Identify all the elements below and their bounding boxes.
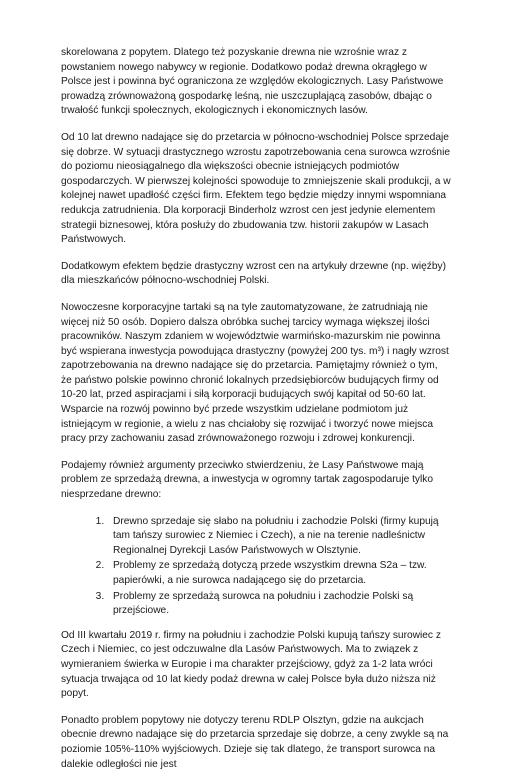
list-item: 3. Problemy ze sprzedażą surowca na południu i zachodzie Polski są przejściowe. — [107, 590, 451, 619]
list-item: 2. Problemy ze sprzedażą dotyczą przede wszystkim drewna S2a – tzw. papierówki, a nie surowca nadającego się do przetarcia. — [107, 559, 451, 588]
paragraph-price-growth: Od 10 lat drewno nadające się do przetarcia w północno-wschodniej Polsce sprzedaje się dobrze. W sytuacji drastycznego wzrostu zapotrzebowania cena surowca wzrośnie do poziomu nieosiągalnego dla większości obecnie istniejących podmiotów gospodarczych. W pierwszej kolejności spowoduje to zmniejszenie skali produkcji, a w kolejnej nawet upadłość części firm. Efektem tego będzie między innymi wspomniana redukcja zatrudnienia. Dla korporacji Binderholz wzrost cen jest jedynie elementem strategii biznesowej, która posłuży do zbudowania tzw. historii zakupów w Lasach Państwowych. — [61, 131, 451, 246]
arguments-list — [61, 515, 451, 619]
paragraph-automation: Nowoczesne korporacyjne tartaki są na tyle zautomatyzowane, że zatrudniają nie więcej niż 50 osób. Dopiero dalsza obróbka suchej tarcicy wymaga większej ilości pracowników. Naszym zdaniem w województwie warmińsko-mazurskim nie powinna być wspierana inwestycja powodująca drastyczny (powyżej 200 tys. m³) i nagły wzrost zapotrzebowania na drewno nadające się do przetarcia. Pamiętajmy również o tym, że państwo polskie powinno chronić lokalnych przedsiębiorców budujących firmy od 10-20 lat, przed aspiracjami i siłą korporacji budujących swój kapitał od 50-60 lat. Wsparcie na rozwój powinno być przede wszystkim udzielane podmiotom już istniejącym w regionie, a wielu z nas chciałoby się rozwijać i tworzyć nowe miejsca pracy przy zachowaniu zasad zrównoważonego rozwoju i zdrowej konkurencji. — [61, 301, 449, 445]
paragraph-price-effect: Dodatkowym efektem będzie drastyczny wzrost cen na artykuły drzewne (np. więźby) dla mieszkańców północno-wschodniej Polski. — [61, 260, 447, 287]
paragraph-quarter-2019: Od III kwartału 2019 r. firmy na południu i zachodzie Polski kupują tańszy surowiec z Czech i Niemiec, co jest odczuwalne dla Lasów Państwowych. Ma to związek z wymieraniem świerka w Europie i ma charakter przejściowy, gdyż za 1-2 lata wróci sytuacja trwająca od 10 lat kiedy podaż drewna w całej Polsce była dużo niższa niż popyt. — [61, 629, 441, 700]
document-body — [61, 46, 451, 784]
list-item: 1. Drewno sprzedaje się słabo na południu i zachodzie Polski (firmy kupują tam tańszy surowiec z Niemiec i Czech), a nie na terenie nadleśnictw Regionalnej Dyrekcji Lasów Państwowych w Olsztynie. — [107, 515, 451, 559]
paragraph-rdlp-olsztyn: Ponadto problem popytowy nie dotyczy terenu RDLP Olsztyn, gdzie na aukcjach obecnie drewno nadające się do przetarcia sprzedaje się dobrze, a ceny zwykle są na poziomie 105%-110% wyjściowych. Dzieje się tak dlatego, że transport surowca na dalekie odległości nie jest — [61, 714, 449, 770]
paragraph-supply-ecology: skorelowana z popytem. Dlatego też pozyskanie drewna nie wzrośnie wraz z powstaniem nowego nabywcy w regionie. Dodatkowo podaż drewna okrągłego w Polsce jest i powinna być ograniczona ze względów ekologicznych. Lasy Państwowe prowadzą zrównoważoną gospodarkę leśną, nie uszczuplającą zasobów, dbając o trwałość funkcji społecznych, ekologicznych i ekonomicznych lasów. — [61, 47, 444, 117]
paragraph-arguments-intro: Podajemy również argumenty przeciwko stwierdzeniu, że Lasy Państwowe mają problem ze sprzedażą drewna, a inwestycja w ogromny tartak zagospodaruje tylko niesprzedane drewno: — [61, 459, 434, 501]
